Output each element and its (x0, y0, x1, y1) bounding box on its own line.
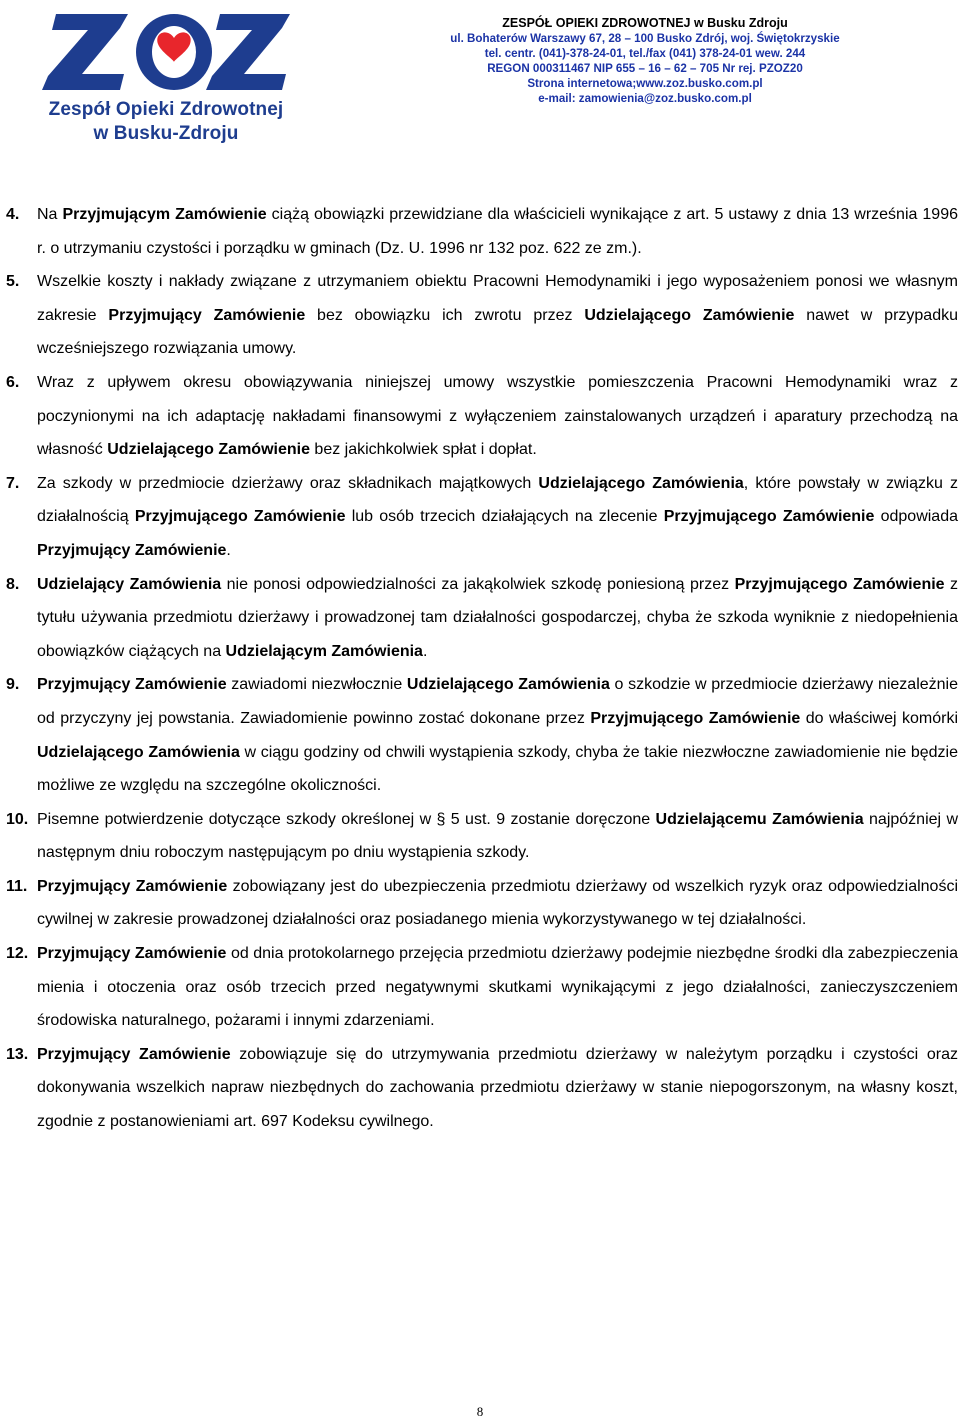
paragraph-text: bez jakichkolwiek spłat i dopłat. (309, 441, 537, 459)
party-name: Udzielającego Zamówienie (584, 306, 795, 324)
paragraph-text: bez obowiązku ich zwrotu przez (305, 306, 585, 324)
zoz-logo (36, 8, 296, 148)
party-name: Przyjmującego Zamówienie (590, 709, 801, 727)
party-name: Przyjmującym Zamówienie (62, 206, 267, 223)
website-line: Strona internetowa;www.zoz.busko.com.pl (527, 77, 763, 90)
paragraph-text: do właściwej komórki (800, 709, 959, 727)
page-number: 8 (476, 1404, 484, 1419)
paragraph-text: nawet w przypadku wcześniejszego rozwiązania umowy. (37, 306, 959, 358)
paragraph-text: nie ponosi odpowiedzialności za jakąkolwiek szkodę poniesioną przez (221, 575, 735, 593)
paragraph-text: ciążą obowiązki przewidziane dla właścicieli wynikające z art. 5 ustawy z dnia 13 września 1996 r. o utrzymaniu czystości i porządku w gminach (Dz. U. 1996 nr 132 poz. 622 ze zm.). (37, 206, 959, 257)
party-name: Przyjmującego Zamówienie (134, 508, 346, 526)
paragraph-text: Wraz z upływem okresu obowiązywania niniejszej umowy wszystkie pomieszczenia Pracowni Hemodynamiki wraz z poczynionymi na ich adaptację nakładami finansowymi z wyłączeniem zainstalowanych urządzeń i aparatury przechodzą na własność (37, 373, 958, 459)
paragraph-text: o szkodzie w przedmiocie dzierżawy niezależnie od przyczyny jej powstania. Zawiadomienie powinno zostać dokonane przez (37, 676, 958, 727)
paragraph-text: zawiadomi niezwłocznie (226, 676, 407, 694)
paragraph-text: w ciągu godziny od chwili wystąpienia szkody, chyba że takie niezwłoczne zawiadomienie nie będzie możliwe ze względu na szczególne okoliczności. (37, 743, 958, 795)
party-name: Przyjmujący Zamówienie (37, 676, 227, 694)
paragraph-number: 6. (6, 373, 20, 391)
paragraph-13 (0, 1038, 958, 1139)
paragraph-6 (0, 366, 958, 467)
party-name: Przyjmującego Zamówienie (734, 575, 945, 593)
party-name: Udzielającym Zamówienia (225, 642, 423, 660)
paragraph-text: Na (37, 206, 63, 223)
paragraph-text: Za szkody w przedmiocie dzierżawy oraz składnikach majątkowych (37, 474, 539, 492)
paragraph-11 (0, 870, 958, 937)
zoz-logo-mark (36, 8, 296, 100)
party-name: Przyjmującego Zamówienie (663, 508, 875, 526)
paragraph-text: najpóźniej w następnym dniu roboczym następującym po dniu wystąpienia szkody. (37, 810, 959, 862)
document-body (0, 198, 958, 1139)
paragraph-text: Pisemne potwierdzenie dotyczące szkody określonej w § 5 ust. 9 zostanie doręczone (37, 810, 656, 828)
address-line: ul. Bohaterów Warszawy 67, 28 – 100 Busko Zdrój, woj. Świętokrzyskie (450, 32, 840, 45)
paragraph-5 (0, 265, 958, 366)
paragraph-text: zobowiązuje się do utrzymywania przedmiotu dzierżawy w należytym porządku i czystości oraz dokonywania wszelkich napraw niezbędnych do zachowania przedmiotu dzierżawy w stanie niepogorszonym, na własny koszt, zgodnie z postanowieniami art. 697 Kodeksu cywilnego. (37, 1045, 959, 1131)
paragraph-10 (0, 803, 958, 870)
party-name: Udzielającego Zamówienia (37, 743, 240, 761)
paragraph-text: . (226, 541, 231, 559)
paragraph-text: , które powstały w związku z działalnością (37, 474, 959, 526)
paragraph-text: Wszelkie koszty i nakłady związane z utrzymaniem obiektu Pracowni Hemodynamiki i jego wyposażeniem ponosi we własnym zakresie (37, 273, 958, 324)
email-line: e-mail: zamowienia@zoz.busko.com.pl (538, 92, 752, 105)
party-name: Udzielającego Zamówienie (107, 441, 310, 459)
party-name: Przyjmujący Zamówienie (37, 541, 227, 559)
paragraph-text: . (422, 642, 428, 660)
logo-line-1: Zespół Opieki Zdrowotnej (48, 99, 284, 120)
institution-name: ZESPÓŁ OPIEKI ZDROWOTNEJ w Busku Zdroju (502, 16, 788, 30)
party-name: Przyjmujący Zamówienie (37, 877, 228, 895)
paragraph-number: 11. (6, 877, 28, 895)
contact-block (410, 16, 880, 106)
paragraph-number: 7. (6, 474, 20, 492)
party-name: Udzielającego Zamówienia (406, 676, 610, 694)
paragraph-number: 9. (6, 676, 20, 694)
party-name: Przyjmujący Zamówienie (37, 945, 227, 963)
paragraph-number: 12. (6, 945, 29, 963)
party-name: Przyjmujący Zamówienie (108, 306, 306, 324)
paragraph-4 (0, 198, 958, 265)
paragraph-12 (0, 937, 958, 1038)
paragraph-text: lub osób trzecich działających na zlecenie (345, 508, 664, 526)
paragraph-number: 8. (6, 575, 20, 593)
paragraph-text: odpowiada (874, 508, 958, 526)
paragraph-8 (0, 568, 958, 669)
party-name: Udzielającemu Zamówienia (655, 810, 864, 828)
paragraph-9 (0, 668, 958, 802)
phone-line: tel. centr. (041)-378-24-01, tel./fax (041) 378-24-01 wew. 244 (484, 47, 806, 60)
party-name: Udzielający Zamówienia (37, 575, 222, 593)
paragraph-text: z tytułu używania przedmiotu dzierżawy i prowadzonej tam działalności gospodarczej, chyba że szkoda wyniknie z niedopełnienia obowiązków ciążących na (37, 575, 959, 660)
paragraph-7 (0, 467, 958, 568)
regon-line: REGON 000311467 NIP 655 – 16 – 62 – 705 Nr rej. PZOZ20 (487, 62, 803, 75)
logo-line-2: w Busku-Zdroju (93, 123, 239, 144)
paragraph-number: 10. (6, 810, 29, 828)
paragraph-text: zobowiązany jest do ubezpieczenia przedmiotu dzierżawy od wszelkich ryzyk oraz odpowiedzialności cywilnej w zakresie prowadzonej działalności oraz posiadanego mienia wykorzystywanego w tej działalności. (37, 877, 959, 929)
paragraph-number: 4. (6, 206, 20, 223)
paragraph-number: 5. (6, 273, 20, 291)
paragraph-text: od dnia protokolarnego przejęcia przedmiotu dzierżawy podejmie niezbędne środki dla zabezpieczenia mienia i otoczenia oraz osób trzecich przed negatywnymi skutkami wynikającymi z jego działalności, zanieczyszczeniem środowiska naturalnego, pożarami i innymi zdarzeniami. (37, 945, 958, 1030)
party-name: Przyjmujący Zamówienie (37, 1045, 231, 1063)
paragraph-number: 13. (6, 1045, 29, 1063)
party-name: Udzielającego Zamówienia (538, 474, 744, 492)
